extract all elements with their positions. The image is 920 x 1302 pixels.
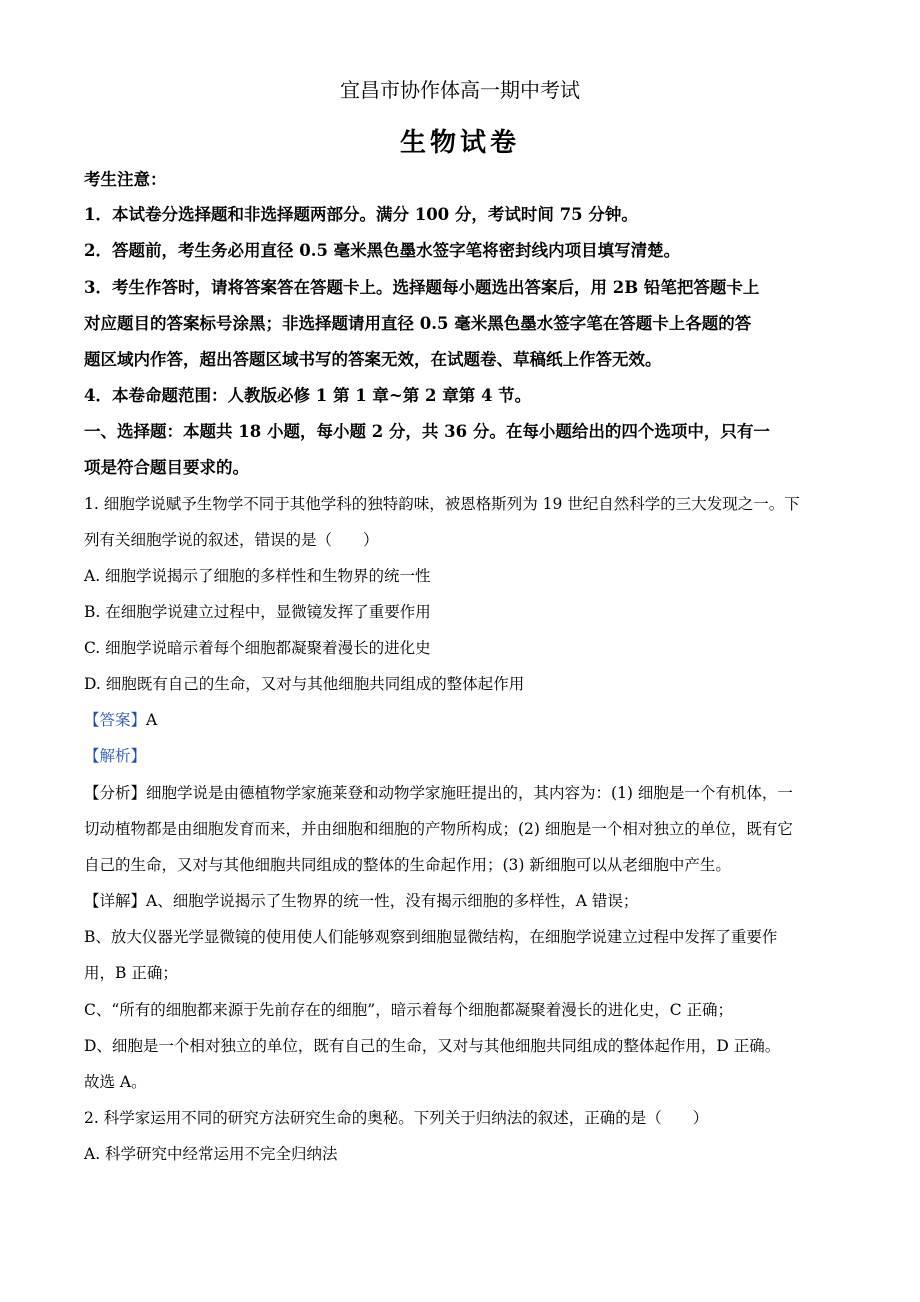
q1-answer-line [84,713,157,729]
xiangjie-a-text: A、细胞学说揭示了生物界的统一性，没有揭示细胞的多样性，A 错误； [146,892,639,910]
q1-option-b: B. 在细胞学说建立过程中，显微镜发挥了重要作用 [84,603,431,621]
q1-xiangjie-c: C、“所有的细胞都来源于先前存在的细胞”，暗示着每个细胞都凝聚着漫长的进化史，C 正确； [84,1001,733,1019]
q1-xiangjie-b-line-2: 用，B 正确； [84,964,178,982]
q1-stem-line-1: 1. 细胞学说赋予生物学不同于其他学科的独特韵味，被恩格斯列为 19 世纪自然科学的三大发现之一。下 [84,495,800,513]
q1-option-a: A. 细胞学说揭示了细胞的多样性和生物界的统一性 [84,567,431,585]
q1-xiangjie-a [84,894,638,910]
q1-option-d: D. 细胞既有自己的生命，又对与其他细胞共同组成的整体起作用 [84,675,525,693]
q1-conclusion: 故选 A。 [84,1073,147,1091]
exam-title: 宜昌市协作体高一期中考试 [340,78,580,102]
q1-stem-line-2: 列有关细胞学说的叙述，错误的是（ ） [84,531,379,549]
q2-stem: 2. 科学家运用不同的研究方法研究生命的奥秘。下列关于归纳法的叙述，正确的是（ ） [84,1109,709,1127]
notice-item-3-line-1: 3．考生作答时，请将答案答在答题卡上。选择题每小题选出答案后，用 2B 铅笔把答题卡上 [84,278,760,297]
notice-item-2: 2．答题前，考生务必用直径 0.5 毫米黑色墨水签字笔将密封线内项目填写清楚。 [84,241,681,260]
notice-item-3-line-2: 对应题目的答案标号涂黑；非选择题请用直径 0.5 毫米黑色墨水签字笔在答题卡上各题的答 [84,314,752,333]
q1-fenxi-line-3: 自己的生命，又对与其他细胞共同组成的整体的生命起作用；(3) 新细胞可以从老细胞中产生。 [84,856,731,874]
xiangjie-tag: 【详解】 [84,892,147,910]
section-1-heading-line-1: 一、选择题：本题共 18 小题，每小题 2 分，共 36 分。在每小题给出的四个选项中，只有一 [84,422,770,441]
fenxi-text-1: 细胞学说是由德植物学家施莱登和动物学家施旺提出的，其内容为：(1) 细胞是一个有机体，一 [146,784,793,802]
analysis-tag: 【解析】 [84,747,147,765]
answer-tag: 【答案】 [84,711,147,729]
q1-fenxi-line-1 [84,786,793,802]
notice-item-4: 4．本卷命题范围：人教版必修 1 第 1 章~第 2 章第 4 节。 [84,386,532,405]
fenxi-tag: 【分析】 [84,784,147,802]
q2-option-a: A. 科学研究中经常运用不完全归纳法 [84,1145,338,1163]
q1-fenxi-line-2: 切动植物都是由细胞发育而来，并由细胞和细胞的产物所构成；(2) 细胞是一个相对独立的单位，既有它 [84,820,793,838]
notice-item-1: 1．本试卷分选择题和非选择题两部分。满分 100 分，考试时间 75 分钟。 [84,205,638,224]
notice-heading: 考生注意： [84,170,167,189]
section-1-heading-line-2: 项是符合题目要求的。 [84,458,249,477]
q1-xiangjie-b-line-1: B、放大仪器光学显微镜的使用使人们能够观察到细胞显微结构，在细胞学说建立过程中发挥了重要作 [84,928,778,946]
answer-value: A [146,711,158,729]
q1-option-c: C. 细胞学说暗示着每个细胞都凝聚着漫长的进化史 [84,639,431,657]
notice-item-3-line-3: 题区域内作答，超出答题区域书写的答案无效，在试题卷、草稿纸上作答无效。 [84,350,662,369]
q1-xiangjie-d: D、细胞是一个相对独立的单位，既有自己的生命，又对与其他细胞共同组成的整体起作用，D 正确。 [84,1037,781,1055]
subject-title: 生物试卷 [399,128,520,158]
